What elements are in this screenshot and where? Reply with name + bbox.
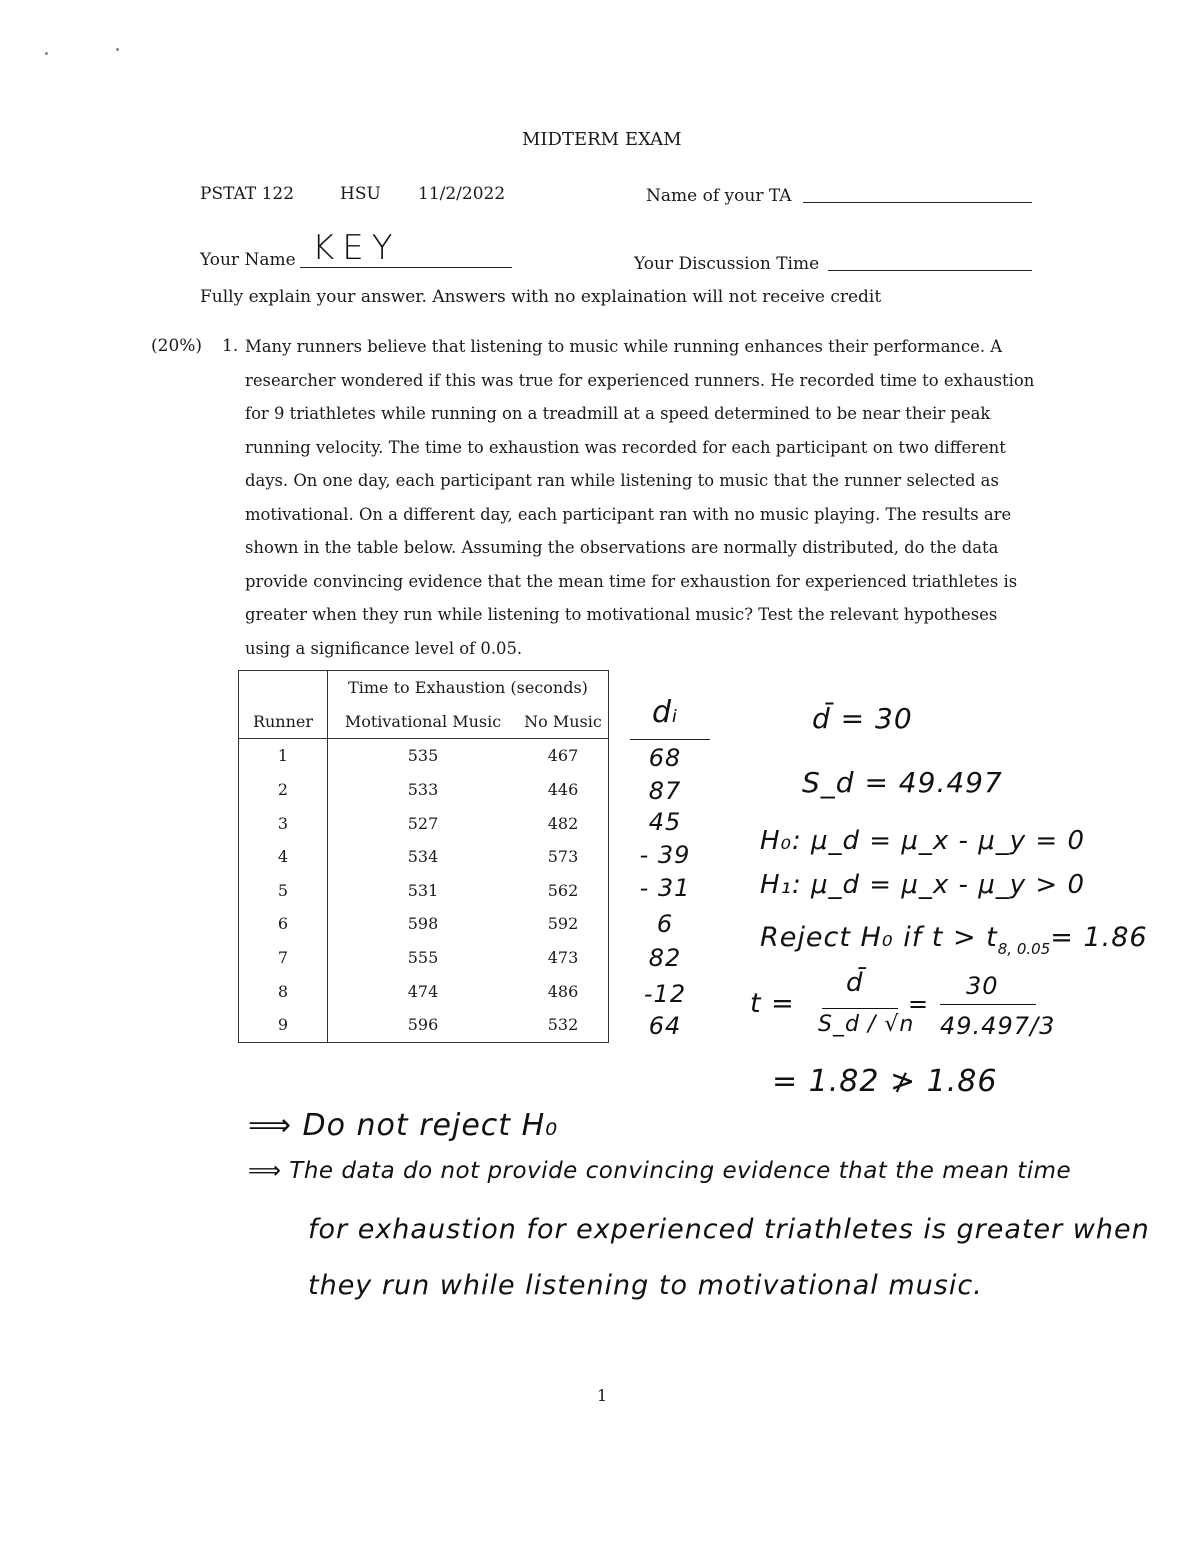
question-number: 1. — [222, 336, 239, 356]
null-hypothesis: H₀: μ_d = μ_x - μ_y = 0 — [760, 826, 1085, 856]
question-line: running velocity. The time to exhaustion was recorded for each participant on two different — [245, 437, 1006, 457]
question-line: shown in the table below. Assuming the observations are normally distributed, do the data — [245, 538, 999, 557]
your-name-value: KEY — [312, 228, 401, 268]
table-cell-music: 596 — [407, 1015, 439, 1035]
di-value: 64 — [648, 1012, 682, 1040]
table-cell-music: 535 — [407, 746, 439, 766]
t-denominator-value: 49.497/3 — [940, 1012, 1056, 1040]
table-row — [239, 1008, 609, 1042]
table-cell-runner: 1 — [239, 739, 328, 773]
dbar-value: d̄ = 30 — [812, 702, 913, 735]
question-text — [245, 330, 1035, 665]
table-cell-runner: 3 — [239, 806, 328, 840]
question-line: greater when they run while listening to motivational music? Test the relevant hypotheses — [245, 605, 998, 624]
table-row — [239, 773, 609, 807]
exam-title: MIDTERM EXAM — [522, 129, 682, 150]
t-label: t = — [750, 988, 795, 1019]
table-row — [239, 907, 609, 941]
di-value: - 31 — [639, 874, 691, 902]
di-value: 68 — [648, 744, 682, 772]
table-group-header: Time to Exhaustion (seconds) — [328, 671, 609, 705]
reject-rule — [760, 922, 1148, 958]
t-critical-value: = 1.86 — [1050, 922, 1148, 953]
di-value: 45 — [648, 808, 682, 836]
di-value: - 39 — [639, 841, 691, 869]
question-line: days. On one day, each participant ran while listening to music that the runner selected as — [245, 471, 999, 490]
conclusion-decision: ⟹ Do not reject H₀ — [248, 1108, 559, 1143]
t-result: = 1.82 ≯ 1.86 — [772, 1064, 998, 1099]
di-header: dᵢ — [652, 695, 679, 730]
t-fraction-bar-2 — [940, 1004, 1036, 1005]
question-line: researcher wondered if this was true for experienced runners. He recorded time to exhaustion — [245, 370, 1035, 390]
t-denominator: S_d / √n — [818, 1012, 915, 1037]
table-cell-runner: 8 — [239, 974, 328, 1008]
di-value: 6 — [656, 910, 674, 938]
table-cell-music: 474 — [407, 981, 439, 1001]
conclusion-line: ⟹ The data do not provide convincing evidence that the mean time — [248, 1158, 1072, 1184]
ta-label: Name of your TA — [646, 186, 792, 206]
table-cell-music: 527 — [407, 813, 439, 833]
conclusion-line: for exhaustion for experienced triathletes is greater when — [308, 1214, 1150, 1245]
sd-value: S_d = 49.497 — [802, 766, 1003, 799]
table-cell-music: 533 — [407, 780, 439, 800]
table-header-nomusic: No Music — [518, 705, 609, 739]
scan-speck — [116, 48, 119, 51]
table-cell-nomusic: 467 — [547, 746, 579, 766]
table-header-empty — [239, 671, 328, 705]
di-value: 87 — [648, 777, 682, 805]
table-row — [239, 941, 609, 975]
question-line: motivational. On a different day, each participant ran with no music playing. The results are — [245, 504, 1012, 524]
alt-hypothesis: H₁: μ_d = μ_x - μ_y > 0 — [760, 870, 1085, 900]
table-cell-nomusic: 482 — [547, 813, 579, 833]
instructor: HSU — [340, 184, 381, 204]
exam-date: 11/2/2022 — [418, 184, 506, 204]
t-equals: = — [908, 990, 930, 1018]
table-row — [239, 739, 609, 773]
table-cell-runner: 6 — [239, 907, 328, 941]
course-code: PSTAT 122 — [200, 184, 295, 204]
discussion-time-label: Your Discussion Time — [634, 254, 820, 274]
table-cell-runner: 4 — [239, 840, 328, 874]
table-cell-nomusic: 592 — [547, 914, 579, 934]
scan-speck — [45, 52, 48, 55]
table-cell-runner: 9 — [239, 1008, 328, 1042]
table-cell-music: 598 — [407, 914, 439, 934]
ta-name-field[interactable] — [803, 202, 1032, 203]
table-row — [239, 840, 609, 874]
reject-rule-text: Reject H₀ if t > t — [760, 922, 998, 953]
question-line: for 9 triathletes while running on a treadmill at a speed determined to be near their peak — [245, 404, 991, 423]
table-row — [239, 974, 609, 1008]
t-critical-subscript: 8, 0.05 — [997, 940, 1051, 958]
instructions: Fully explain your answer. Answers with no explaination will not receive credit — [200, 287, 882, 307]
table-cell-nomusic: 532 — [547, 1015, 579, 1035]
conclusion-line: they run while listening to motivational music. — [308, 1270, 983, 1301]
di-underline — [630, 739, 710, 740]
table-row — [239, 806, 609, 840]
page-number: 1 — [597, 1386, 608, 1405]
question-weight: (20%) — [151, 336, 203, 356]
t-numerator-value: 30 — [966, 972, 999, 1000]
table-row — [239, 874, 609, 908]
table-header-music: Motivational Music — [328, 705, 519, 739]
t-numerator: d̄ — [846, 968, 864, 998]
table-cell-nomusic: 562 — [547, 880, 579, 900]
table-cell-music: 534 — [407, 847, 439, 867]
table-cell-music: 555 — [407, 948, 439, 968]
table-header-runner: Runner — [239, 705, 328, 739]
di-value: -12 — [643, 980, 687, 1008]
table-cell-music: 531 — [407, 880, 439, 900]
question-line: Many runners believe that listening to music while running enhances their performance. A — [245, 337, 1003, 356]
table-cell-nomusic: 486 — [547, 981, 579, 1001]
question-line: provide convincing evidence that the mean time for exhaustion for experienced triathletes is — [245, 571, 1018, 591]
table-cell-nomusic: 446 — [547, 780, 579, 800]
table-cell-runner: 2 — [239, 773, 328, 807]
table-cell-runner: 5 — [239, 874, 328, 908]
exhaustion-table — [238, 670, 609, 1043]
table-cell-nomusic: 573 — [547, 847, 579, 867]
your-name-label: Your Name — [200, 250, 296, 270]
discussion-time-field[interactable] — [828, 270, 1032, 271]
di-value: 82 — [648, 944, 682, 972]
table-cell-nomusic: 473 — [547, 948, 579, 968]
question-line: using a significance level of 0.05. — [245, 638, 523, 658]
table-cell-runner: 7 — [239, 941, 328, 975]
t-fraction-bar — [822, 1008, 898, 1009]
